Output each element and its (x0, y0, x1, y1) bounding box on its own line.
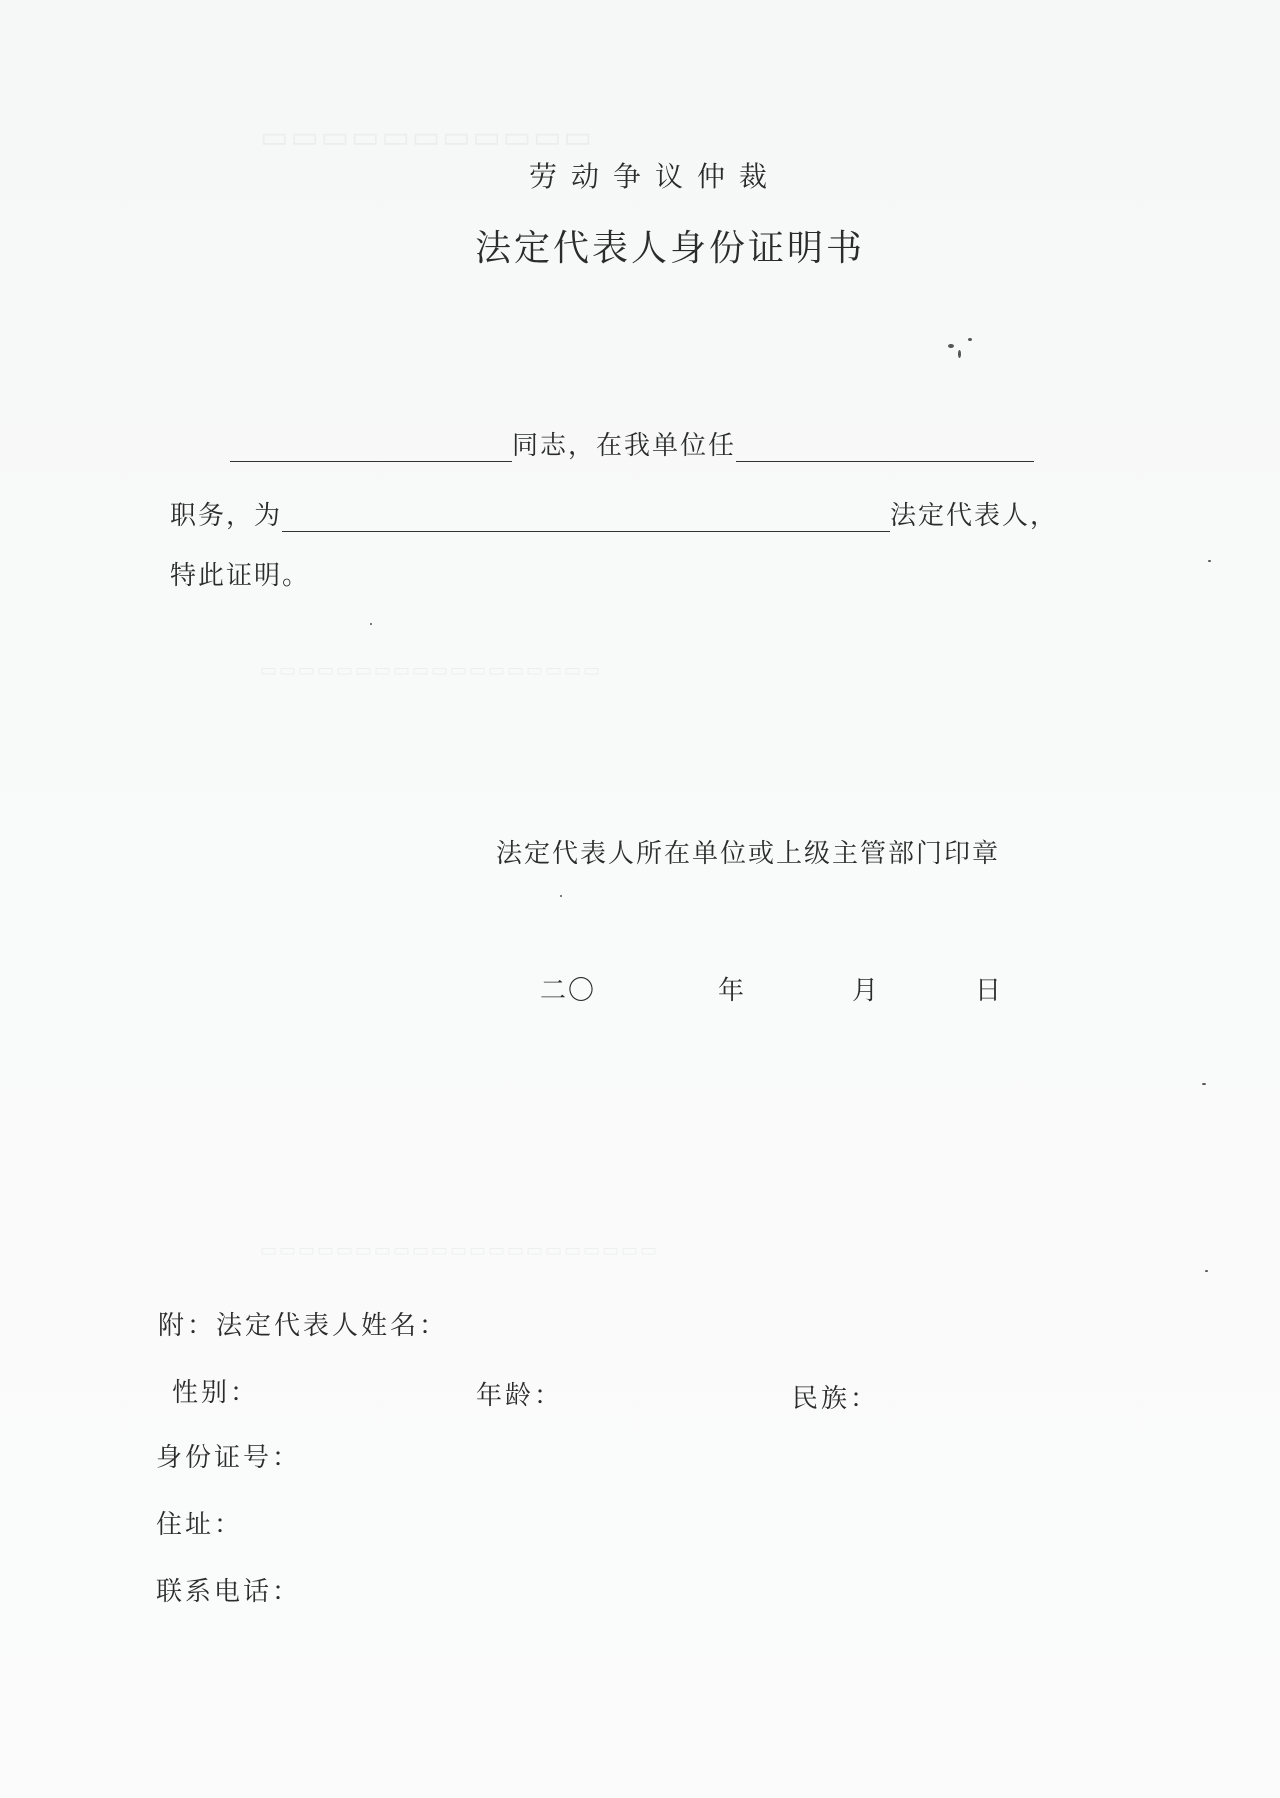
date-prefix: 二〇 (540, 976, 597, 1006)
document-category: 劳动争议仲裁 (528, 160, 781, 193)
scan-mark (560, 895, 562, 897)
id-number-field: 身份证号： (156, 1443, 302, 1473)
scan-mark (968, 338, 972, 341)
date-day: 日 (975, 976, 1004, 1006)
address-field: 住址： (156, 1510, 244, 1540)
age-field: 年龄： (476, 1381, 564, 1411)
seal-label: 法定代表人所在单位或上级主管部门印章 (496, 839, 1001, 869)
legal-rep-name-field: 附：法定代表人姓名： (158, 1311, 449, 1341)
organization-blank[interactable] (282, 501, 890, 532)
body-line-1 (230, 425, 1034, 462)
date-month: 月 (852, 976, 881, 1006)
name-blank[interactable] (230, 431, 512, 462)
certify-text: 特此证明。 (170, 561, 311, 591)
ethnicity-field: 民族： (792, 1384, 880, 1414)
comrade-text: 同志，在我单位任 (512, 431, 737, 461)
position-blank[interactable] (736, 431, 1034, 462)
scan-mark (948, 344, 954, 348)
scan-mark (958, 350, 961, 358)
gender-field: 性别： (172, 1378, 260, 1408)
show-through-text: ▭▭▭▭▭▭▭▭▭▭▭ (260, 120, 594, 155)
show-through-text: ▭▭▭▭▭▭▭▭▭▭▭▭▭▭▭▭▭▭ (260, 660, 603, 681)
scan-mark (370, 623, 372, 625)
date-year: 年 (718, 976, 747, 1006)
legal-rep-text: 法定代表人， (890, 501, 1059, 531)
show-through-text: ▭▭▭▭▭▭▭▭▭▭▭▭▭▭▭▭▭▭▭▭▭ (260, 1240, 660, 1261)
scan-mark (1205, 1270, 1208, 1272)
body-line-2 (170, 495, 1058, 532)
phone-field: 联系电话： (156, 1577, 302, 1607)
position-text: 职务，为 (170, 501, 283, 531)
document-title: 法定代表人身份证明书 (474, 228, 865, 269)
scan-mark (1202, 1083, 1206, 1085)
scan-mark (1208, 560, 1211, 562)
